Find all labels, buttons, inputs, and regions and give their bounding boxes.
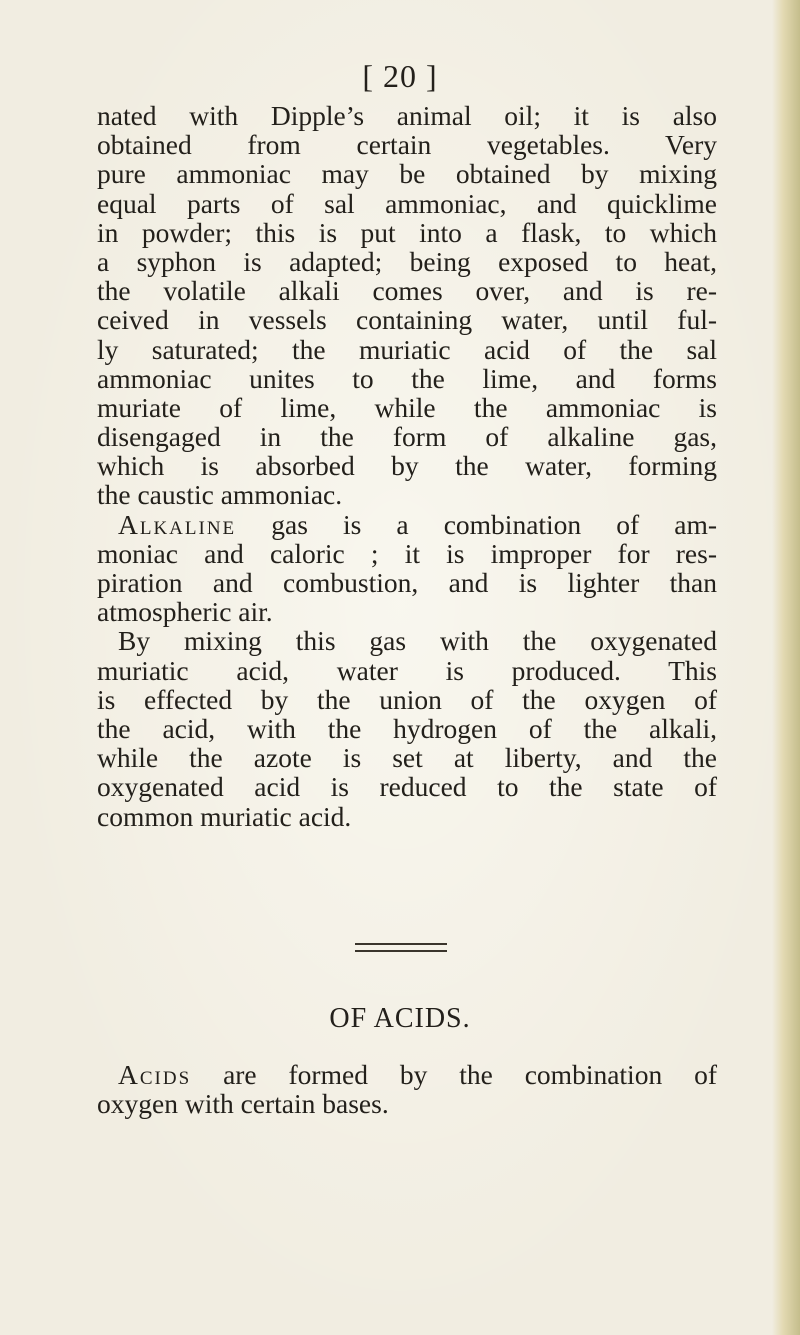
body-text-section bbox=[97, 1060, 717, 1118]
text-line: oxygenated acid is reduced to the state of bbox=[97, 771, 717, 803]
first-line-rest: are formed by the combination of bbox=[223, 1059, 717, 1090]
text-line: the caustic ammoniac. bbox=[97, 479, 343, 511]
text-line: while the azote is set at liberty, and the bbox=[97, 742, 717, 774]
page-number: [ 20 ] bbox=[362, 58, 438, 94]
paragraph-first-line bbox=[97, 510, 717, 539]
text-line: the acid, with the hydrogen of the alkali, bbox=[97, 712, 717, 744]
text-line: pure ammoniac may be obtained by mixing bbox=[97, 158, 717, 190]
lead-word: Acids bbox=[118, 1059, 192, 1090]
text-line: which is absorbed by the water, forming bbox=[97, 450, 717, 482]
section-heading: OF ACIDS. bbox=[329, 1003, 471, 1034]
text-line: obtained from certain vegetables. Very bbox=[97, 129, 717, 161]
text-line: piration and combustion, and is lighter than bbox=[97, 567, 717, 598]
page-edge-stain bbox=[772, 0, 800, 1335]
text-line: muriate of lime, while the ammoniac is bbox=[97, 391, 717, 423]
lead-word: Alkaline bbox=[118, 508, 237, 540]
body-text bbox=[97, 101, 717, 831]
text-line: ly saturated; the muriatic acid of the sal bbox=[97, 333, 717, 365]
text-line: in powder; this is put into a flask, to which bbox=[97, 216, 717, 248]
text-line: is effected by the union of the oxygen of bbox=[97, 683, 717, 715]
text-line: muriatic acid, water is produced. This bbox=[97, 654, 717, 686]
section-rule-top bbox=[355, 943, 447, 945]
text-line: ammoniac unites to the lime, and forms bbox=[97, 362, 717, 394]
first-line-rest: gas is a combination of am- bbox=[271, 508, 718, 540]
section-rule-bottom bbox=[355, 950, 447, 952]
text-line: atmospheric air. bbox=[97, 596, 273, 628]
text-line: equal parts of sal ammoniac, and quicklime bbox=[97, 187, 717, 219]
text-line: moniac and caloric ; it is improper for res- bbox=[97, 537, 717, 569]
text-line: By mixing this gas with the oxygenated bbox=[118, 625, 717, 657]
text-line: disengaged in the form of alkaline gas, bbox=[97, 421, 717, 453]
text-line: oxygen with certain bases. bbox=[97, 1088, 389, 1120]
text-line: ceived in vessels containing water, until ful- bbox=[97, 304, 717, 336]
text-line: nated with Dipple’s animal oil; it is also bbox=[97, 100, 717, 131]
text-line: common muriatic acid. bbox=[97, 800, 352, 832]
paragraph-first-line bbox=[97, 1060, 717, 1089]
text-line: a syphon is adapted; being exposed to heat, bbox=[97, 245, 717, 277]
text-line: the volatile alkali comes over, and is re- bbox=[97, 275, 717, 307]
